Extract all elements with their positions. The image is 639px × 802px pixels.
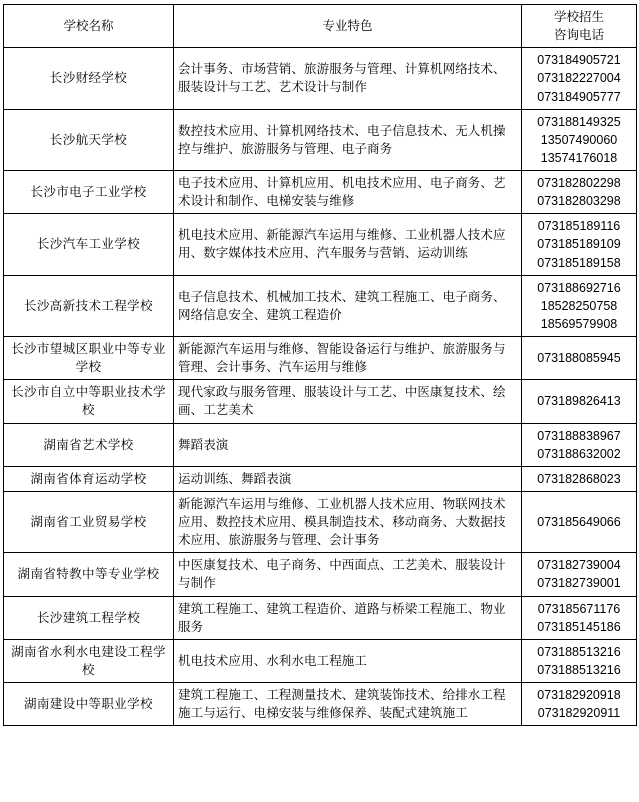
school-name-cell: 长沙市望城区职业中等专业学校 <box>4 337 174 380</box>
phone-number: 18569579908 <box>540 316 618 331</box>
column-header-phone-line-1: 学校招生 <box>553 10 604 24</box>
school-name-cell: 长沙市自立中等职业技术学校 <box>4 380 174 423</box>
phone-number: 13574176018 <box>540 150 618 165</box>
phone-number: 073185671176 <box>537 601 621 616</box>
phone-number: 073185189158 <box>537 255 621 270</box>
school-name-cell: 湖南建设中等职业学校 <box>4 683 174 726</box>
school-admissions-table <box>3 4 637 726</box>
major-features-cell: 机电技术应用、新能源汽车运用与维修、工业机器人技术应用、数字媒体技术应用、汽车服务与营销、运动训练 <box>174 214 522 275</box>
phone-number: 073185189109 <box>537 237 621 252</box>
admissions-phone-cell <box>522 275 637 336</box>
major-features-cell: 中医康复技术、电子商务、中西面点、工艺美术、服装设计与制作 <box>174 553 522 596</box>
admissions-phone-cell <box>522 214 637 275</box>
phone-number: 073188838967 <box>537 428 621 443</box>
admissions-phone-cell <box>522 423 637 466</box>
table-header-row <box>4 5 637 48</box>
phone-number: 18528250758 <box>540 298 618 313</box>
major-features-cell: 现代家政与服务管理、服装设计与工艺、中医康复技术、绘画、工艺美术 <box>174 380 522 423</box>
major-features-cell: 舞蹈表演 <box>174 423 522 466</box>
school-name-cell: 长沙航天学校 <box>4 109 174 170</box>
major-features-cell: 建筑工程施工、工程测量技术、建筑装饰技术、给排水工程施工与运行、电梯安装与维修保养、装配式建筑施工 <box>174 683 522 726</box>
school-name-cell: 湖南省艺术学校 <box>4 423 174 466</box>
table-row <box>4 48 637 109</box>
table-row <box>4 683 637 726</box>
column-header-phone-line-2: 咨询电话 <box>553 28 604 43</box>
table-row <box>4 466 637 491</box>
phone-number: 073188513216 <box>537 662 621 677</box>
table-row <box>4 639 637 682</box>
table-header <box>4 5 637 48</box>
phone-number: 073184905777 <box>537 89 621 104</box>
admissions-phone-cell <box>522 491 637 552</box>
phone-number: 073182868023 <box>537 471 621 486</box>
phone-number: 073184905721 <box>537 53 621 68</box>
phone-number: 073185649066 <box>537 515 621 529</box>
table-row <box>4 596 637 639</box>
phone-number: 073185189116 <box>537 219 621 234</box>
major-features-cell: 会计事务、市场营销、旅游服务与管理、计算机网络技术、服装设计与工艺、艺术设计与制作 <box>174 48 522 109</box>
table-row <box>4 423 637 466</box>
admissions-phone-cell <box>522 171 637 214</box>
table-row <box>4 337 637 380</box>
phone-number: 073182802298 <box>537 176 621 190</box>
school-name-cell: 长沙财经学校 <box>4 48 174 109</box>
table-row <box>4 275 637 336</box>
school-name-cell: 湖南省水利水电建设工程学校 <box>4 639 174 682</box>
phone-number: 073182739004 <box>537 558 621 573</box>
major-features-cell: 机电技术应用、水利水电工程施工 <box>174 639 522 682</box>
column-header-school-name: 学校名称 <box>4 5 174 48</box>
table-body <box>4 48 637 726</box>
column-header-major-features: 专业特色 <box>174 5 522 48</box>
admissions-phone-cell <box>522 337 637 380</box>
phone-number: 073188513216 <box>537 644 621 659</box>
admissions-phone-cell <box>522 553 637 596</box>
phone-number: 13507490060 <box>540 132 618 147</box>
phone-number: 073182920911 <box>537 706 621 721</box>
major-features-cell: 新能源汽车运用与维修、智能设备运行与维护、旅游服务与管理、会计事务、汽车运用与维修 <box>174 337 522 380</box>
school-name-cell: 长沙汽车工业学校 <box>4 214 174 275</box>
school-name-cell: 湖南省特教中等专业学校 <box>4 553 174 596</box>
major-features-cell: 电子技术应用、计算机应用、机电技术应用、电子商务、艺术设计和制作、电梯安装与维修 <box>174 171 522 214</box>
table-row <box>4 380 637 423</box>
admissions-phone-cell <box>522 466 637 491</box>
table-row <box>4 214 637 275</box>
major-features-cell: 新能源汽车运用与维修、工业机器人技术应用、物联网技术应用、数控技术应用、模具制造技术、移动商务、大数据技术应用、旅游服务与管理、会计事务 <box>174 491 522 552</box>
admissions-phone-cell <box>522 48 637 109</box>
major-features-cell: 建筑工程施工、建筑工程造价、道路与桥梁工程施工、物业服务 <box>174 596 522 639</box>
school-name-cell: 长沙建筑工程学校 <box>4 596 174 639</box>
admissions-phone-cell <box>522 109 637 170</box>
phone-number: 073188692716 <box>537 280 621 295</box>
phone-number: 073182739001 <box>537 576 621 591</box>
admissions-phone-cell <box>522 596 637 639</box>
admissions-phone-cell <box>522 683 637 726</box>
table-row <box>4 491 637 552</box>
school-name-cell: 长沙市电子工业学校 <box>4 171 174 214</box>
school-name-cell: 长沙高新技术工程学校 <box>4 275 174 336</box>
phone-number: 073188085945 <box>537 351 621 366</box>
table-row <box>4 171 637 214</box>
phone-number: 073185145186 <box>537 619 621 634</box>
major-features-cell: 电子信息技术、机械加工技术、建筑工程施工、电子商务、网络信息安全、建筑工程造价 <box>174 275 522 336</box>
phone-number: 073189826413 <box>537 394 621 409</box>
major-features-cell: 运动训练、舞蹈表演 <box>174 466 522 491</box>
column-header-admissions-phone <box>522 5 637 48</box>
table-row <box>4 553 637 596</box>
school-name-cell: 湖南省体育运动学校 <box>4 466 174 491</box>
phone-number: 073188149325 <box>537 114 621 129</box>
school-name-cell: 湖南省工业贸易学校 <box>4 491 174 552</box>
major-features-cell: 数控技术应用、计算机网络技术、电子信息技术、无人机操控与维护、旅游服务与管理、电子商务 <box>174 109 522 170</box>
phone-number: 073182803298 <box>537 194 621 209</box>
phone-number: 073188632002 <box>537 446 621 461</box>
admissions-phone-cell <box>522 380 637 423</box>
table-row <box>4 109 637 170</box>
admissions-phone-cell <box>522 639 637 682</box>
phone-number: 073182227004 <box>537 71 621 86</box>
phone-number: 073182920918 <box>537 688 621 702</box>
